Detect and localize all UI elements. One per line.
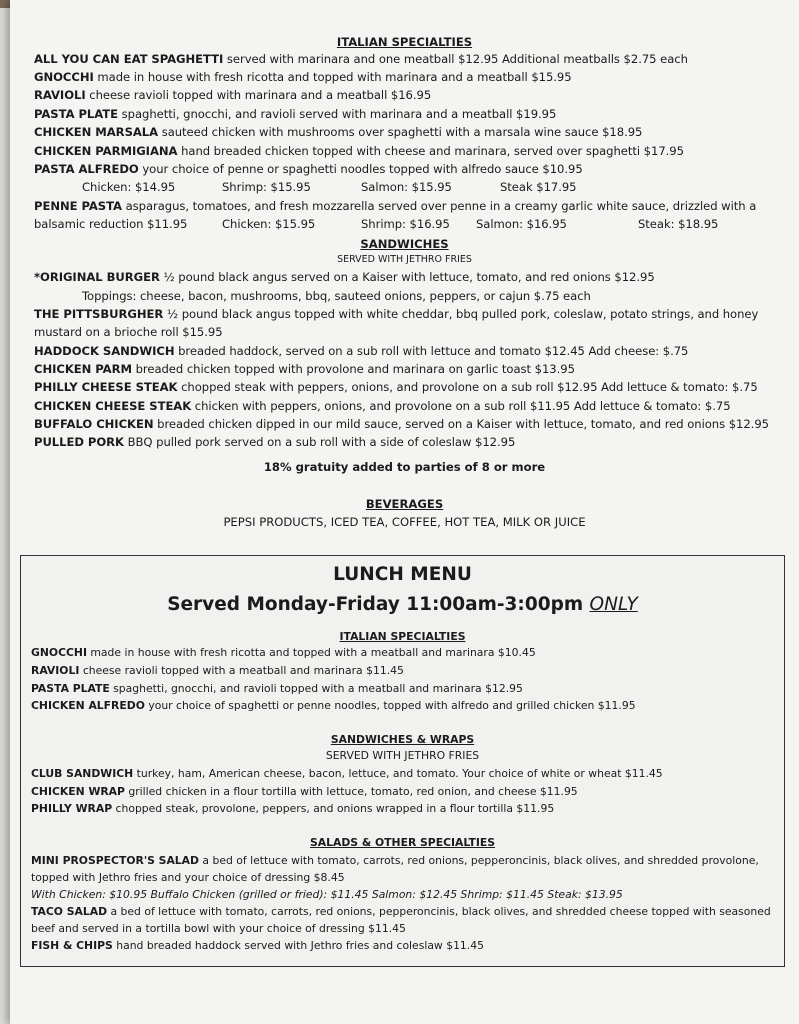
menu-item	[34, 305, 787, 323]
option: Steak $17.95	[500, 180, 577, 194]
item-name: CLUB SANDWICH	[31, 767, 134, 780]
item-name: RAVIOLI	[31, 664, 80, 677]
menu-item	[34, 86, 787, 104]
item-name: CHICKEN WRAP	[31, 785, 125, 798]
item-desc: hand breaded haddock served with Jethro fries and coleslaw $11.45	[112, 939, 484, 952]
item-continuation: mustard on a brioche roll $15.95	[34, 325, 223, 339]
menu-item	[34, 415, 787, 433]
item-name: *ORIGINAL BURGER	[34, 270, 160, 284]
option: Salmon: $15.95	[361, 180, 452, 194]
menu-item	[34, 268, 787, 286]
lunch-menu-box	[20, 555, 785, 967]
item-desc: breaded haddock, served on a sub roll with lettuce and tomato $12.45 Add cheese: $.75	[174, 344, 689, 358]
item-desc: chopped steak with peppers, onions, and provolone on a sub roll $12.95 Add lettuce & tomato: $.75	[177, 380, 758, 394]
menu-item	[31, 765, 776, 782]
sandwiches-heading: SANDWICHES	[360, 237, 449, 251]
menu-item	[31, 903, 776, 920]
salad-addons: With Chicken: $10.95 Buffalo Chicken (grilled or fried): $11.45 Salmon: $12.45 Shrimp: $11.45 Steak: $13.95	[31, 888, 623, 901]
menu-item	[34, 160, 787, 178]
item-desc: asparagus, tomatoes, and fresh mozzarella served over penne in a creamy garlic white sauce, drizzled with a	[121, 199, 757, 213]
menu-item	[34, 50, 787, 68]
menu-item	[31, 937, 776, 954]
menu-item	[34, 397, 787, 415]
lunch-only: ONLY	[589, 594, 638, 615]
lunch-sandwich-heading: SANDWICHES & WRAPS	[330, 733, 475, 746]
toppings-line: Toppings: cheese, bacon, mushrooms, bbq, sauteed onions, peppers, or cajun $.75 each	[82, 289, 591, 303]
lunch-hours-text: Served Monday-Friday 11:00am-3:00pm	[167, 594, 590, 615]
menu-item	[34, 433, 787, 451]
menu-item	[34, 378, 787, 396]
item-name: GNOCCHI	[31, 646, 87, 659]
menu-item	[31, 697, 776, 714]
item-name: PHILLY CHEESE STEAK	[34, 380, 178, 394]
item-desc: served with marinara and one meatball $12.95 Additional meatballs $2.75 each	[223, 52, 688, 66]
italian-heading: ITALIAN SPECIALTIES	[336, 35, 473, 49]
option: Salmon: $16.95	[476, 217, 567, 231]
item-name: PASTA PLATE	[31, 682, 110, 695]
item-desc: a bed of lettuce with tomato, carrots, red onions, pepperoncinis, black olives, and shredded provolone,	[199, 854, 759, 867]
item-desc: grilled chicken in a flour tortilla with lettuce, tomato, red onion, and cheese $11.95	[124, 785, 578, 798]
item-name: MINI PROSPECTOR'S SALAD	[31, 854, 199, 867]
item-desc: BBQ pulled pork served on a sub roll with a side of coleslaw $12.95	[123, 435, 516, 449]
item-desc: chopped steak, provolone, peppers, and onions wrapped in a flour tortilla $11.95	[112, 802, 555, 815]
item-desc: made in house with fresh ricotta and topped with a meatball and marinara $10.45	[86, 646, 536, 659]
item-desc: hand breaded chicken topped with cheese and marinara, served over spaghetti $17.95	[177, 144, 684, 158]
item-name: PENNE PASTA	[34, 199, 122, 213]
option: Steak: $18.95	[638, 217, 719, 231]
menu-item	[31, 644, 776, 661]
menu-item	[34, 342, 787, 360]
item-name: CHICKEN CHEESE STEAK	[34, 399, 192, 413]
item-name: PASTA ALFREDO	[34, 162, 139, 176]
beverages-list: PEPSI PRODUCTS, ICED TEA, COFFEE, HOT TEA, MILK OR JUICE	[223, 515, 586, 529]
item-desc: cheese ravioli topped with marinara and a meatball $16.95	[85, 88, 432, 102]
item-name: PULLED PORK	[34, 435, 124, 449]
option: Chicken: $15.95	[222, 217, 316, 231]
item-desc: cheese ravioli topped with a meatball and marinara $11.45	[79, 664, 404, 677]
gratuity-note: 18% gratuity added to parties of 8 or more	[263, 460, 546, 474]
menu-item	[34, 360, 787, 378]
item-name: RAVIOLI	[34, 88, 86, 102]
item-name: PASTA PLATE	[34, 107, 119, 121]
menu-item	[34, 105, 787, 123]
item-desc: breaded chicken topped with provolone and marinara on garlic toast $13.95	[131, 362, 575, 376]
option: Shrimp: $16.95	[361, 217, 450, 231]
lunch-italian-heading: ITALIAN SPECIALTIES	[339, 630, 466, 643]
option: Shrimp: $15.95	[222, 180, 311, 194]
item-desc: spaghetti, gnocchi, and ravioli served with marinara and a meatball $19.95	[118, 107, 557, 121]
menu-item	[34, 142, 787, 160]
item-desc: turkey, ham, American cheese, bacon, lettuce, and tomato. Your choice of white or wheat $11.45	[133, 767, 663, 780]
menu-item	[34, 68, 787, 86]
item-name: CHICKEN PARM	[34, 362, 132, 376]
item-desc: spaghetti, gnocchi, and ravioli topped with a meatball and marinara $12.95	[109, 682, 523, 695]
menu-item	[31, 783, 776, 800]
item-desc: made in house with fresh ricotta and topped with marinara and a meatball $15.95	[93, 70, 572, 84]
item-desc: a bed of lettuce with tomato, carrots, red onions, pepperoncinis, black olives, and shredded cheese topped with seasoned	[107, 905, 771, 918]
lunch-title: LUNCH MENU	[333, 564, 472, 585]
menu-item	[34, 123, 787, 141]
item-name: CHICKEN MARSALA	[34, 125, 159, 139]
item-name: BUFFALO CHICKEN	[34, 417, 154, 431]
item-name: PHILLY WRAP	[31, 802, 113, 815]
item-name: ALL YOU CAN EAT SPAGHETTI	[34, 52, 224, 66]
item-continuation: topped with Jethro fries and your choice of dressing $8.45	[31, 871, 345, 884]
item-name: THE PITTSBURGHER	[34, 307, 164, 321]
sandwiches-sub: SERVED WITH JETHRO FRIES	[337, 254, 472, 265]
item-desc: ½ pound black angus topped with white cheddar, bbq pulled pork, coleslaw, potato strings, and honey	[163, 307, 759, 321]
item-desc: your choice of spaghetti or penne noodles, topped with alfredo and grilled chicken $11.95	[144, 699, 636, 712]
menu-item	[31, 800, 776, 817]
item-name: HADDOCK SANDWICH	[34, 344, 175, 358]
lunch-hours	[21, 594, 784, 616]
item-desc: ½ pound black angus served on a Kaiser with lettuce, tomato, and red onions $12.95	[159, 270, 655, 284]
item-name: GNOCCHI	[34, 70, 94, 84]
item-desc: chicken with peppers, onions, and provolone on a sub roll $11.95 Add lettuce & tomato: $.75	[191, 399, 731, 413]
menu-item	[31, 662, 776, 679]
item-name: CHICKEN ALFREDO	[31, 699, 145, 712]
menu-sheet	[10, 0, 799, 1024]
item-desc: sauteed chicken with mushrooms over spaghetti with a marsala wine sauce $18.95	[158, 125, 643, 139]
item-desc: your choice of penne or spaghetti noodles topped with alfredo sauce $10.95	[138, 162, 583, 176]
option: balsamic reduction $11.95	[34, 217, 188, 231]
item-name: FISH & CHIPS	[31, 939, 113, 952]
item-name: TACO SALAD	[31, 905, 108, 918]
menu-item	[31, 852, 776, 869]
menu-item	[34, 197, 787, 215]
lunch-sandwich-sub: SERVED WITH JETHRO FRIES	[325, 749, 480, 762]
item-desc: breaded chicken dipped in our mild sauce, served on a Kaiser with lettuce, tomato, and red onions $12.95	[153, 417, 769, 431]
option: Chicken: $14.95	[82, 180, 176, 194]
lunch-salads-heading: SALADS & OTHER SPECIALTIES	[309, 836, 496, 849]
menu-item	[31, 680, 776, 697]
item-name: CHICKEN PARMIGIANA	[34, 144, 178, 158]
beverages-heading: BEVERAGES	[365, 497, 444, 511]
item-continuation: beef and served in a tortilla bowl with your choice of dressing $11.45	[31, 922, 406, 935]
